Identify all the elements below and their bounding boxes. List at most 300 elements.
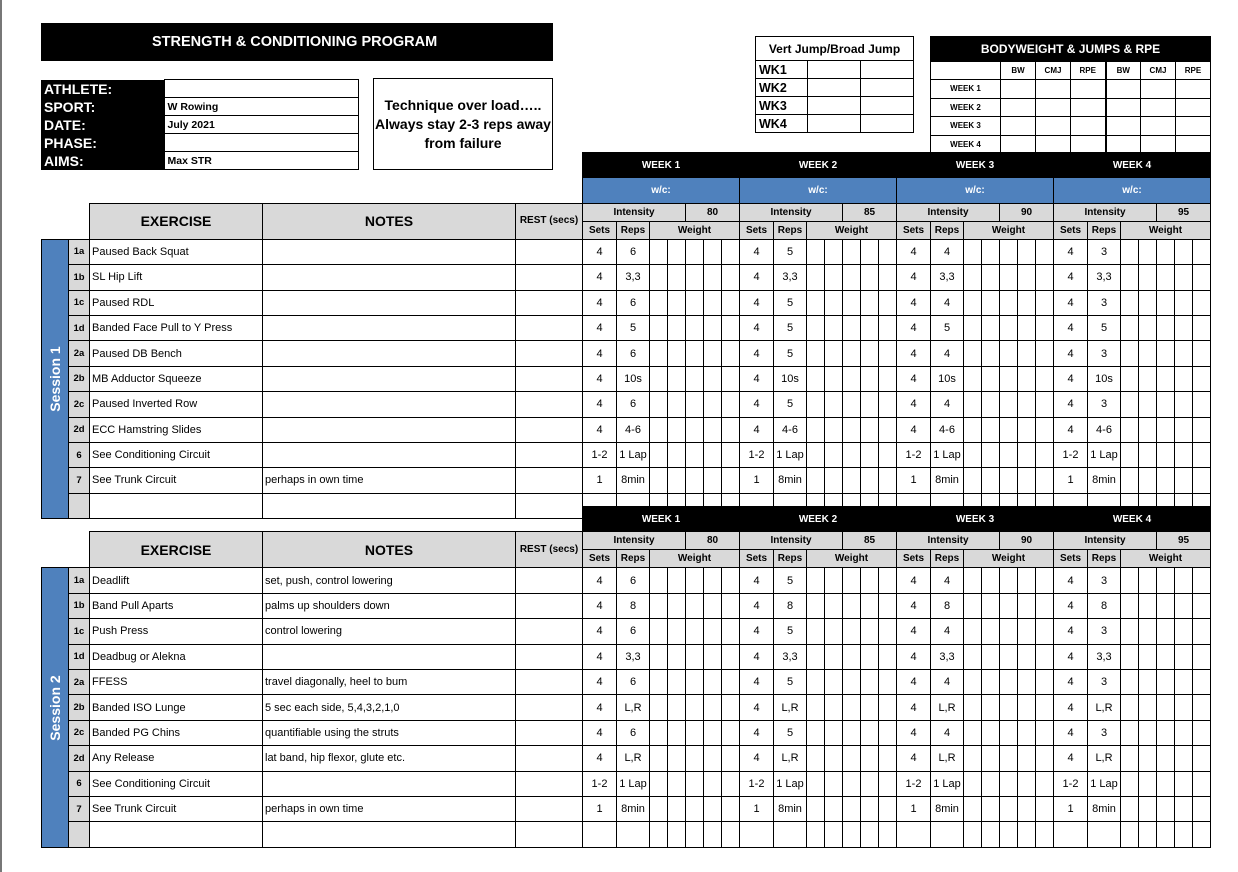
weight-cell[interactable] <box>825 619 843 644</box>
reps-value[interactable]: 4 <box>931 392 964 417</box>
weight-cell[interactable] <box>1193 468 1211 493</box>
reps-value[interactable]: 4-6 <box>1088 417 1121 442</box>
weight-cell[interactable] <box>704 468 722 493</box>
reps-value[interactable]: 1 Lap <box>774 442 807 467</box>
weight-cell[interactable] <box>964 619 982 644</box>
weight-cell[interactable] <box>1121 568 1139 593</box>
exercise-notes[interactable]: quantifiable using the struts <box>263 720 516 745</box>
bw-cell[interactable] <box>1176 80 1211 99</box>
weight-cell[interactable] <box>964 341 982 366</box>
weight-cell[interactable] <box>1175 746 1193 771</box>
weight-cell[interactable] <box>686 695 704 720</box>
reps-value[interactable]: 8 <box>617 593 650 618</box>
weight-cell[interactable] <box>1018 290 1036 315</box>
weight-cell[interactable] <box>843 417 861 442</box>
weight-cell[interactable] <box>964 315 982 340</box>
weight-cell[interactable] <box>1157 746 1175 771</box>
exercise-name[interactable]: Paused Inverted Row <box>90 392 263 417</box>
weight-cell[interactable] <box>1139 568 1157 593</box>
sets-value[interactable]: 1 <box>897 468 931 493</box>
weight-cell[interactable] <box>1018 771 1036 796</box>
weight-cell[interactable] <box>704 822 722 847</box>
weight-cell[interactable] <box>982 468 1000 493</box>
sets-value[interactable]: 1-2 <box>583 442 617 467</box>
weight-cell[interactable] <box>704 392 722 417</box>
sets-value[interactable]: 4 <box>897 593 931 618</box>
rest-cell[interactable] <box>516 593 583 618</box>
sets-value[interactable]: 4 <box>583 669 617 694</box>
weight-cell[interactable] <box>964 290 982 315</box>
weight-cell[interactable] <box>807 644 825 669</box>
weight-cell[interactable] <box>1000 568 1018 593</box>
rest-cell[interactable] <box>516 771 583 796</box>
reps-value[interactable]: 5 <box>774 392 807 417</box>
sets-value[interactable]: 4 <box>583 239 617 264</box>
sets-value[interactable]: 1-2 <box>1054 771 1088 796</box>
weight-cell[interactable] <box>1175 341 1193 366</box>
weight-cell[interactable] <box>650 593 668 618</box>
weight-cell[interactable] <box>1193 239 1211 264</box>
weight-cell[interactable] <box>843 568 861 593</box>
weight-cell[interactable] <box>722 366 740 391</box>
sets-value[interactable]: 4 <box>583 265 617 290</box>
weight-cell[interactable] <box>1018 568 1036 593</box>
sets-value[interactable]: 1-2 <box>583 771 617 796</box>
reps-value[interactable]: 10s <box>774 366 807 391</box>
weight-cell[interactable] <box>1121 417 1139 442</box>
weight-cell[interactable] <box>1036 290 1054 315</box>
weight-cell[interactable] <box>1036 695 1054 720</box>
weight-cell[interactable] <box>686 366 704 391</box>
weight-cell[interactable] <box>1139 315 1157 340</box>
reps-value[interactable]: 3 <box>1088 392 1121 417</box>
exercise-name[interactable] <box>90 822 263 847</box>
sets-value[interactable]: 4 <box>740 669 774 694</box>
weight-cell[interactable] <box>807 239 825 264</box>
sets-value[interactable]: 1-2 <box>897 771 931 796</box>
sets-value[interactable]: 1-2 <box>1054 442 1088 467</box>
weight-cell[interactable] <box>704 644 722 669</box>
reps-value[interactable]: 3 <box>1088 669 1121 694</box>
weight-cell[interactable] <box>722 796 740 821</box>
exercise-name[interactable]: Paused DB Bench <box>90 341 263 366</box>
weight-cell[interactable] <box>1018 468 1036 493</box>
weight-cell[interactable] <box>1175 644 1193 669</box>
exercise-notes[interactable] <box>263 315 516 340</box>
weight-cell[interactable] <box>686 669 704 694</box>
weight-cell[interactable] <box>1157 366 1175 391</box>
weight-cell[interactable] <box>1157 442 1175 467</box>
sets-value[interactable]: 1 <box>1054 468 1088 493</box>
weight-cell[interactable] <box>964 771 982 796</box>
weight-cell[interactable] <box>1139 822 1157 847</box>
reps-value[interactable]: 3,3 <box>931 265 964 290</box>
sets-value[interactable]: 4 <box>1054 669 1088 694</box>
sets-value[interactable]: 4 <box>897 392 931 417</box>
rest-cell[interactable] <box>516 265 583 290</box>
weight-cell[interactable] <box>861 568 879 593</box>
weight-cell[interactable] <box>1139 468 1157 493</box>
sets-value[interactable]: 4 <box>897 619 931 644</box>
reps-value[interactable]: L,R <box>1088 746 1121 771</box>
weight-cell[interactable] <box>1018 417 1036 442</box>
weight-cell[interactable] <box>964 417 982 442</box>
weight-cell[interactable] <box>879 822 897 847</box>
sets-value[interactable]: 4 <box>1054 746 1088 771</box>
weight-cell[interactable] <box>1193 290 1211 315</box>
weight-cell[interactable] <box>1157 392 1175 417</box>
weight-cell[interactable] <box>982 265 1000 290</box>
weight-cell[interactable] <box>825 568 843 593</box>
weight-cell[interactable] <box>825 822 843 847</box>
weight-cell[interactable] <box>1175 568 1193 593</box>
bw-cell[interactable] <box>1176 98 1211 117</box>
weight-cell[interactable] <box>686 341 704 366</box>
weight-cell[interactable] <box>668 341 686 366</box>
sets-value[interactable]: 4 <box>1054 593 1088 618</box>
bw-cell[interactable] <box>1036 98 1071 117</box>
rest-cell[interactable] <box>516 822 583 847</box>
sets-value[interactable]: 4 <box>897 720 931 745</box>
reps-value[interactable]: 6 <box>617 619 650 644</box>
weight-cell[interactable] <box>1036 669 1054 694</box>
week-commencing[interactable]: w/c: <box>583 178 740 203</box>
weight-cell[interactable] <box>1139 644 1157 669</box>
sets-value[interactable]: 4 <box>897 644 931 669</box>
vj-cell[interactable] <box>808 115 861 133</box>
bw-cell[interactable] <box>1001 117 1036 136</box>
weight-cell[interactable] <box>686 265 704 290</box>
weight-cell[interactable] <box>704 619 722 644</box>
weight-cell[interactable] <box>861 669 879 694</box>
weight-cell[interactable] <box>982 720 1000 745</box>
reps-value[interactable] <box>617 822 650 847</box>
weight-cell[interactable] <box>686 771 704 796</box>
bw-cell[interactable] <box>1141 117 1176 136</box>
weight-cell[interactable] <box>650 796 668 821</box>
weight-cell[interactable] <box>1000 341 1018 366</box>
weight-cell[interactable] <box>1121 796 1139 821</box>
weight-cell[interactable] <box>686 593 704 618</box>
weight-cell[interactable] <box>1018 341 1036 366</box>
bw-cell[interactable] <box>1036 80 1071 99</box>
weight-cell[interactable] <box>1018 619 1036 644</box>
weight-cell[interactable] <box>964 669 982 694</box>
phase-value[interactable] <box>164 134 358 152</box>
weight-cell[interactable] <box>1018 392 1036 417</box>
sets-value[interactable]: 4 <box>1054 619 1088 644</box>
weight-cell[interactable] <box>668 417 686 442</box>
reps-value[interactable]: 1 Lap <box>774 771 807 796</box>
weight-cell[interactable] <box>982 796 1000 821</box>
weight-cell[interactable] <box>982 644 1000 669</box>
sets-value[interactable]: 4 <box>583 290 617 315</box>
weight-cell[interactable] <box>861 796 879 821</box>
rest-cell[interactable] <box>516 442 583 467</box>
sets-value[interactable]: 1 <box>740 468 774 493</box>
weight-cell[interactable] <box>686 568 704 593</box>
weight-cell[interactable] <box>1121 822 1139 847</box>
weight-cell[interactable] <box>879 669 897 694</box>
weight-cell[interactable] <box>1139 796 1157 821</box>
weight-cell[interactable] <box>1036 746 1054 771</box>
rest-cell[interactable] <box>516 417 583 442</box>
weight-cell[interactable] <box>825 468 843 493</box>
weight-cell[interactable] <box>1193 315 1211 340</box>
weight-cell[interactable] <box>964 796 982 821</box>
sets-value[interactable] <box>583 822 617 847</box>
weight-cell[interactable] <box>1121 315 1139 340</box>
weight-cell[interactable] <box>982 392 1000 417</box>
weight-cell[interactable] <box>1175 720 1193 745</box>
weight-cell[interactable] <box>650 468 668 493</box>
weight-cell[interactable] <box>825 746 843 771</box>
weight-cell[interactable] <box>668 644 686 669</box>
reps-value[interactable]: 6 <box>617 290 650 315</box>
weight-cell[interactable] <box>650 644 668 669</box>
weight-cell[interactable] <box>1000 442 1018 467</box>
weight-cell[interactable] <box>1036 619 1054 644</box>
weight-cell[interactable] <box>1036 796 1054 821</box>
weight-cell[interactable] <box>704 669 722 694</box>
weight-cell[interactable] <box>861 644 879 669</box>
weight-cell[interactable] <box>668 695 686 720</box>
bw-cell[interactable] <box>1176 135 1211 154</box>
weight-cell[interactable] <box>1193 392 1211 417</box>
weight-cell[interactable] <box>1000 720 1018 745</box>
reps-value[interactable] <box>774 822 807 847</box>
reps-value[interactable]: 8min <box>617 468 650 493</box>
weight-cell[interactable] <box>982 669 1000 694</box>
weight-cell[interactable] <box>964 392 982 417</box>
weight-cell[interactable] <box>825 442 843 467</box>
weight-cell[interactable] <box>704 796 722 821</box>
reps-value[interactable]: 1 Lap <box>931 442 964 467</box>
weight-cell[interactable] <box>1157 593 1175 618</box>
vj-cell[interactable] <box>861 61 914 79</box>
sets-value[interactable]: 4 <box>740 720 774 745</box>
weight-cell[interactable] <box>1121 669 1139 694</box>
bw-cell[interactable] <box>1001 80 1036 99</box>
weight-cell[interactable] <box>1000 315 1018 340</box>
sets-value[interactable]: 4 <box>897 366 931 391</box>
weight-cell[interactable] <box>879 468 897 493</box>
reps-value[interactable]: 5 <box>774 315 807 340</box>
bw-cell[interactable] <box>1106 80 1141 99</box>
weight-cell[interactable] <box>879 442 897 467</box>
weight-cell[interactable] <box>704 265 722 290</box>
weight-cell[interactable] <box>668 822 686 847</box>
exercise-name[interactable]: Deadbug or Alekna <box>90 644 263 669</box>
weight-cell[interactable] <box>668 392 686 417</box>
weight-cell[interactable] <box>1193 593 1211 618</box>
reps-value[interactable]: 4 <box>931 341 964 366</box>
reps-value[interactable]: 10s <box>931 366 964 391</box>
weight-cell[interactable] <box>1121 593 1139 618</box>
bw-cell[interactable] <box>1071 117 1106 136</box>
weight-cell[interactable] <box>1175 442 1193 467</box>
weight-cell[interactable] <box>825 796 843 821</box>
reps-value[interactable]: 3,3 <box>617 265 650 290</box>
weight-cell[interactable] <box>1193 265 1211 290</box>
weight-cell[interactable] <box>1121 746 1139 771</box>
weight-cell[interactable] <box>982 771 1000 796</box>
reps-value[interactable]: 8min <box>774 468 807 493</box>
weight-cell[interactable] <box>1139 619 1157 644</box>
sets-value[interactable]: 1 <box>740 796 774 821</box>
weight-cell[interactable] <box>964 746 982 771</box>
weight-cell[interactable] <box>1121 341 1139 366</box>
sets-value[interactable]: 4 <box>1054 290 1088 315</box>
weight-cell[interactable] <box>668 720 686 745</box>
weight-cell[interactable] <box>1139 746 1157 771</box>
reps-value[interactable]: 3,3 <box>617 644 650 669</box>
reps-value[interactable]: L,R <box>617 695 650 720</box>
weight-cell[interactable] <box>843 468 861 493</box>
weight-cell[interactable] <box>1175 619 1193 644</box>
weight-cell[interactable] <box>879 568 897 593</box>
sets-value[interactable]: 1-2 <box>897 442 931 467</box>
weight-cell[interactable] <box>1121 695 1139 720</box>
weight-cell[interactable] <box>704 568 722 593</box>
reps-value[interactable]: L,R <box>931 746 964 771</box>
weight-cell[interactable] <box>1036 822 1054 847</box>
sets-value[interactable]: 4 <box>897 695 931 720</box>
bw-cell[interactable] <box>1001 98 1036 117</box>
weight-cell[interactable] <box>650 392 668 417</box>
sets-value[interactable]: 4 <box>583 568 617 593</box>
weight-cell[interactable] <box>861 392 879 417</box>
sets-value[interactable]: 4 <box>583 366 617 391</box>
weight-cell[interactable] <box>843 239 861 264</box>
weight-cell[interactable] <box>1139 771 1157 796</box>
bw-cell[interactable] <box>1071 98 1106 117</box>
weight-cell[interactable] <box>879 593 897 618</box>
sets-value[interactable] <box>1054 822 1088 847</box>
bw-cell[interactable] <box>1141 98 1176 117</box>
weight-cell[interactable] <box>1121 265 1139 290</box>
reps-value[interactable]: 6 <box>617 341 650 366</box>
weight-cell[interactable] <box>1175 669 1193 694</box>
reps-value[interactable] <box>931 822 964 847</box>
sets-value[interactable]: 4 <box>583 417 617 442</box>
reps-value[interactable]: 3 <box>1088 341 1121 366</box>
weight-cell[interactable] <box>668 366 686 391</box>
weight-cell[interactable] <box>879 771 897 796</box>
weight-cell[interactable] <box>982 290 1000 315</box>
reps-value[interactable]: 4-6 <box>617 417 650 442</box>
weight-cell[interactable] <box>1036 644 1054 669</box>
weight-cell[interactable] <box>1018 695 1036 720</box>
weight-cell[interactable] <box>1121 644 1139 669</box>
sets-value[interactable]: 4 <box>897 417 931 442</box>
weight-cell[interactable] <box>1000 695 1018 720</box>
weight-cell[interactable] <box>1157 822 1175 847</box>
weight-cell[interactable] <box>964 695 982 720</box>
weight-cell[interactable] <box>1000 290 1018 315</box>
weight-cell[interactable] <box>843 771 861 796</box>
sets-value[interactable]: 4 <box>583 593 617 618</box>
weight-cell[interactable] <box>650 669 668 694</box>
sets-value[interactable]: 4 <box>1054 341 1088 366</box>
weight-cell[interactable] <box>704 771 722 796</box>
weight-cell[interactable] <box>722 239 740 264</box>
exercise-notes[interactable]: lat band, hip flexor, glute etc. <box>263 746 516 771</box>
weight-cell[interactable] <box>964 720 982 745</box>
exercise-name[interactable]: Banded PG Chins <box>90 720 263 745</box>
weight-cell[interactable] <box>1121 771 1139 796</box>
weight-cell[interactable] <box>1018 442 1036 467</box>
sets-value[interactable]: 4 <box>897 239 931 264</box>
weight-cell[interactable] <box>722 392 740 417</box>
weight-cell[interactable] <box>825 290 843 315</box>
weight-cell[interactable] <box>1036 315 1054 340</box>
weight-cell[interactable] <box>722 468 740 493</box>
weight-cell[interactable] <box>964 239 982 264</box>
weight-cell[interactable] <box>1139 366 1157 391</box>
weight-cell[interactable] <box>1036 341 1054 366</box>
reps-value[interactable]: 4-6 <box>931 417 964 442</box>
weight-cell[interactable] <box>807 720 825 745</box>
exercise-notes[interactable]: palms up shoulders down <box>263 593 516 618</box>
weight-cell[interactable] <box>807 341 825 366</box>
weight-cell[interactable] <box>650 695 668 720</box>
weight-cell[interactable] <box>1121 239 1139 264</box>
sets-value[interactable]: 4 <box>583 644 617 669</box>
sets-value[interactable]: 1 <box>1054 796 1088 821</box>
sets-value[interactable]: 1-2 <box>740 771 774 796</box>
weight-cell[interactable] <box>879 265 897 290</box>
weight-cell[interactable] <box>1121 366 1139 391</box>
sets-value[interactable] <box>897 822 931 847</box>
weight-cell[interactable] <box>1036 593 1054 618</box>
weight-cell[interactable] <box>982 619 1000 644</box>
sets-value[interactable]: 4 <box>897 746 931 771</box>
weight-cell[interactable] <box>843 265 861 290</box>
reps-value[interactable]: 5 <box>617 315 650 340</box>
weight-cell[interactable] <box>879 619 897 644</box>
bw-cell[interactable] <box>1071 135 1106 154</box>
bw-cell[interactable] <box>1176 117 1211 136</box>
reps-value[interactable]: L,R <box>774 695 807 720</box>
exercise-notes[interactable] <box>263 822 516 847</box>
weight-cell[interactable] <box>1193 822 1211 847</box>
reps-value[interactable]: 5 <box>774 341 807 366</box>
weight-cell[interactable] <box>879 392 897 417</box>
weight-cell[interactable] <box>1139 669 1157 694</box>
weight-cell[interactable] <box>650 239 668 264</box>
rest-cell[interactable] <box>516 568 583 593</box>
weight-cell[interactable] <box>1193 442 1211 467</box>
weight-cell[interactable] <box>982 593 1000 618</box>
rest-cell[interactable] <box>516 239 583 264</box>
sets-value[interactable]: 1 <box>583 796 617 821</box>
exercise-notes[interactable] <box>263 417 516 442</box>
weight-cell[interactable] <box>650 568 668 593</box>
sets-value[interactable]: 4 <box>897 265 931 290</box>
reps-value[interactable]: 3,3 <box>1088 265 1121 290</box>
exercise-name[interactable]: FFESS <box>90 669 263 694</box>
weight-cell[interactable] <box>1139 290 1157 315</box>
reps-value[interactable]: 5 <box>774 239 807 264</box>
weight-cell[interactable] <box>668 468 686 493</box>
weight-cell[interactable] <box>1193 366 1211 391</box>
sets-value[interactable]: 4 <box>583 720 617 745</box>
weight-cell[interactable] <box>650 771 668 796</box>
bw-cell[interactable] <box>1071 80 1106 99</box>
weight-cell[interactable] <box>722 619 740 644</box>
weight-cell[interactable] <box>843 593 861 618</box>
